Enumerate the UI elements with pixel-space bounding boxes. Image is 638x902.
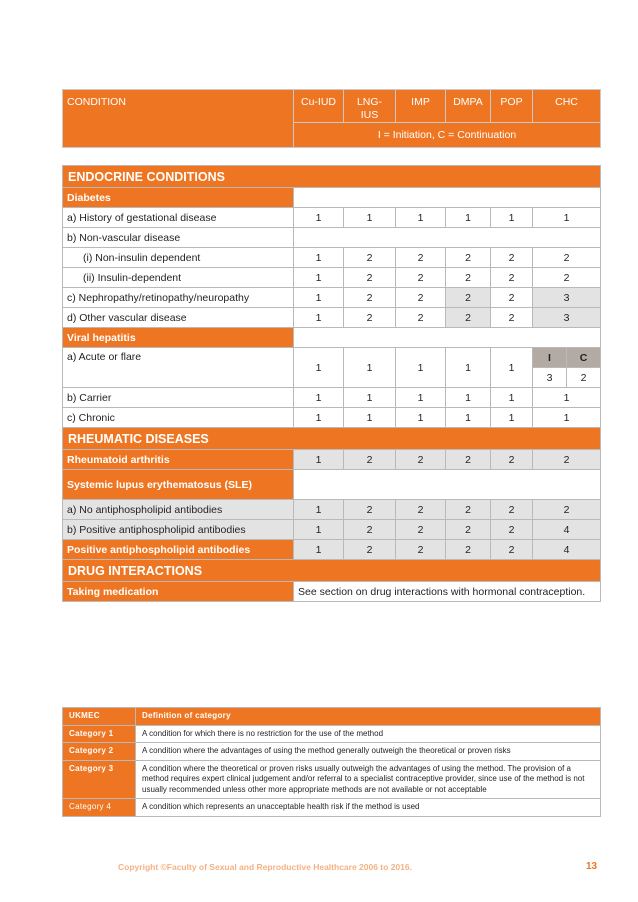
section-rheumatic (63, 428, 601, 450)
subheading-taking-medication: Taking medication (63, 582, 294, 602)
value-cell: 2 (533, 248, 601, 268)
value-cell: 1 (294, 540, 344, 560)
column-header-table (62, 89, 601, 148)
table-row (63, 268, 601, 288)
value-cell: 2 (446, 500, 491, 520)
value-cell: 1 (294, 308, 344, 328)
value-cell: 4 (533, 540, 601, 560)
value-cell: 2 (491, 520, 533, 540)
value-cell: 1 (294, 450, 344, 470)
value-cell: 2 (396, 308, 446, 328)
value-cell: 1 (294, 520, 344, 540)
value-cell: 2 (396, 540, 446, 560)
category-1-definition: A condition for which there is no restriction for the use of the method (136, 725, 601, 743)
subheading-sle: Systemic lupus erythematosus (SLE) (63, 470, 294, 500)
chc-initiation-header: I (533, 348, 567, 368)
method-header-dmpa: DMPA (446, 90, 491, 123)
definition-column-header: Definition of category (136, 708, 601, 726)
value-cell: 1 (294, 288, 344, 308)
row-label: (ii) Insulin-dependent (63, 268, 294, 288)
row-label: (i) Non-insulin dependent (63, 248, 294, 268)
method-header-lng-ius: LNG- IUS (344, 90, 396, 123)
section-title: DRUG INTERACTIONS (63, 560, 601, 582)
empty-cell (294, 188, 601, 208)
value-cell: 2 (446, 520, 491, 540)
value-cell: 1 (533, 408, 601, 428)
value-cell: 1 (396, 348, 446, 388)
value-cell: 1 (446, 348, 491, 388)
table-row (63, 540, 601, 560)
value-cell: 1 (491, 408, 533, 428)
value-cell: 2 (446, 450, 491, 470)
value-cell: 1 (344, 408, 396, 428)
value-cell: 1 (344, 348, 396, 388)
row-label: c) Chronic (63, 408, 294, 428)
chc-continuation-header: C (567, 348, 601, 368)
value-cell: 2 (396, 288, 446, 308)
value-cell: 2 (446, 268, 491, 288)
value-cell: 2 (396, 248, 446, 268)
value-cell: 1 (533, 208, 601, 228)
value-cell: 1 (396, 388, 446, 408)
row-label: b) Non-vascular disease (63, 228, 294, 248)
value-cell: 2 (446, 288, 491, 308)
row-label: a) No antiphospholipid antibodies (63, 500, 294, 520)
value-cell: 1 (294, 408, 344, 428)
table-row (63, 348, 601, 368)
table-row (63, 288, 601, 308)
section-endocrine (63, 166, 601, 188)
value-cell: 3 (533, 288, 601, 308)
subheading-positive-apl: Positive antiphospholipid antibodies (63, 540, 294, 560)
value-cell: 2 (446, 248, 491, 268)
value-cell: 1 (446, 388, 491, 408)
value-cell: 2 (344, 248, 396, 268)
table-row (63, 188, 601, 208)
value-cell: 3 (533, 308, 601, 328)
subheading-diabetes: Diabetes (63, 188, 294, 208)
condition-header: CONDITION (63, 90, 294, 148)
table-row (63, 450, 601, 470)
method-header-chc: CHC (533, 90, 601, 123)
table-row (63, 388, 601, 408)
value-cell: 2 (396, 450, 446, 470)
table-row (63, 328, 601, 348)
section-title: ENDOCRINE CONDITIONS (63, 166, 601, 188)
empty-cell (294, 228, 601, 248)
value-cell: 2 (446, 540, 491, 560)
value-cell: 1 (294, 500, 344, 520)
table-row (63, 500, 601, 520)
value-cell: 2 (344, 540, 396, 560)
table-row (63, 520, 601, 540)
value-cell: 2 (491, 500, 533, 520)
ukmec-category-table (62, 707, 601, 817)
method-header-pop: POP (491, 90, 533, 123)
value-cell: 2 (344, 268, 396, 288)
value-cell: 2 (491, 288, 533, 308)
chc-initiation-value: 3 (533, 368, 567, 388)
method-header-imp: IMP (396, 90, 446, 123)
value-cell: 2 (533, 268, 601, 288)
table-row (63, 470, 601, 500)
value-cell: 2 (344, 288, 396, 308)
value-cell: 1 (294, 388, 344, 408)
table-row (63, 248, 601, 268)
ukmec-column-header: UKMEC (63, 708, 136, 726)
page-number: 13 (586, 861, 598, 872)
category-1-label: Category 1 (63, 725, 136, 743)
category-3-label: Category 3 (63, 760, 136, 799)
category-3-definition: A condition where the theoretical or proven risks usually outweigh the advantages of using the method. The provision of a method requires expert clinical judgement and/or referral to a specialist contraceptive provider, since use of the method is not usually recommended unless other more appropriate methods are not available or not acceptable (136, 760, 601, 799)
value-cell: 2 (491, 450, 533, 470)
value-cell: 1 (294, 348, 344, 388)
value-cell: 1 (396, 208, 446, 228)
value-cell: 4 (533, 520, 601, 540)
row-label: b) Carrier (63, 388, 294, 408)
empty-cell (294, 470, 601, 500)
value-cell: 2 (344, 450, 396, 470)
value-cell: 1 (294, 268, 344, 288)
value-cell: 2 (491, 248, 533, 268)
category-4-definition: A condition which represents an unacceptable health risk if the method is used (136, 799, 601, 817)
table-row (63, 308, 601, 328)
value-cell: 2 (396, 500, 446, 520)
value-cell: 1 (344, 208, 396, 228)
row-label: c) Nephropathy/retinopathy/neuropathy (63, 288, 294, 308)
table-row (63, 408, 601, 428)
value-cell: 1 (344, 388, 396, 408)
row-label: a) Acute or flare (63, 348, 294, 388)
table-row (63, 228, 601, 248)
initiation-continuation-legend: I = Initiation, C = Continuation (294, 123, 601, 148)
subheading-viral-hepatitis: Viral hepatitis (63, 328, 294, 348)
value-cell: 1 (294, 248, 344, 268)
section-title: RHEUMATIC DISEASES (63, 428, 601, 450)
table-row (63, 208, 601, 228)
value-cell: 2 (344, 308, 396, 328)
value-cell: 2 (344, 520, 396, 540)
subheading-rheumatoid-arthritis: Rheumatoid arthritis (63, 450, 294, 470)
conditions-table (62, 165, 601, 602)
copyright-footer: Copyright ©Faculty of Sexual and Reproductive Healthcare 2006 to 2016. (118, 862, 412, 872)
category-4-label: Category 4 (63, 799, 136, 817)
value-cell: 2 (446, 308, 491, 328)
value-cell: 1 (446, 408, 491, 428)
value-cell: 2 (533, 450, 601, 470)
empty-cell (294, 328, 601, 348)
method-header-cu-iud: Cu-IUD (294, 90, 344, 123)
value-cell: 2 (533, 500, 601, 520)
drug-interaction-note: See section on drug interactions with hormonal contraception. (294, 582, 601, 602)
value-cell: 2 (491, 268, 533, 288)
value-cell: 1 (491, 348, 533, 388)
value-cell: 2 (396, 268, 446, 288)
row-label: d) Other vascular disease (63, 308, 294, 328)
value-cell: 1 (533, 388, 601, 408)
row-label: a) History of gestational disease (63, 208, 294, 228)
value-cell: 1 (396, 408, 446, 428)
value-cell: 1 (294, 208, 344, 228)
value-cell: 2 (491, 540, 533, 560)
value-cell: 2 (396, 520, 446, 540)
category-2-definition: A condition where the advantages of using the method generally outweigh the theoretical or proven risks (136, 743, 601, 761)
value-cell: 1 (491, 208, 533, 228)
category-2-label: Category 2 (63, 743, 136, 761)
row-label: b) Positive antiphospholipid antibodies (63, 520, 294, 540)
value-cell: 1 (446, 208, 491, 228)
value-cell: 2 (491, 308, 533, 328)
value-cell: 2 (344, 500, 396, 520)
section-drug-interactions (63, 560, 601, 582)
value-cell: 1 (491, 388, 533, 408)
chc-continuation-value: 2 (567, 368, 601, 388)
table-row (63, 582, 601, 602)
